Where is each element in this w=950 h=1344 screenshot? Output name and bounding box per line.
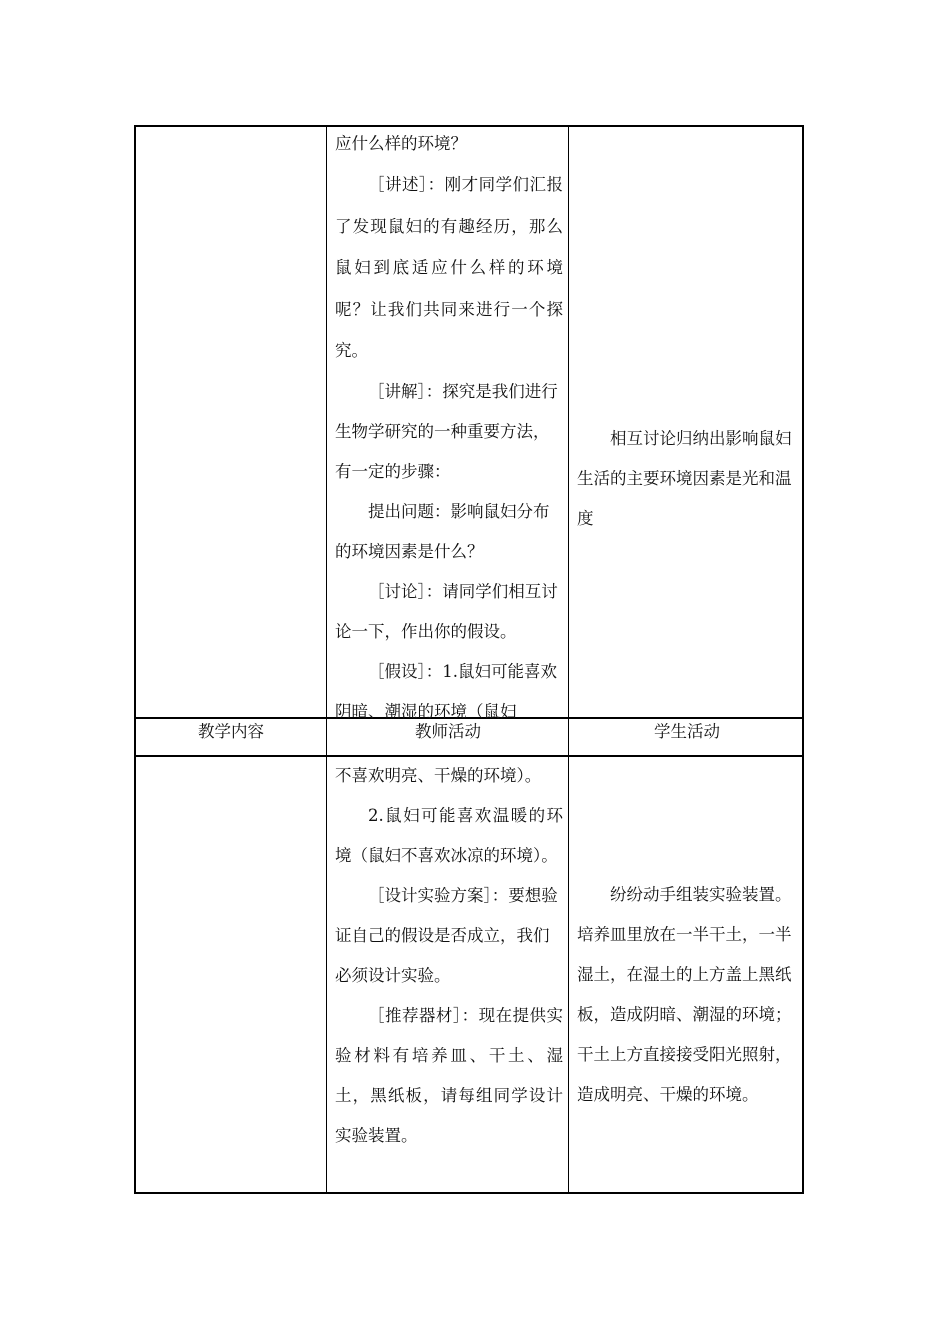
- student-text: 纷纷动手组装实验装置。培养皿里放在一半干土，一半湿土，在湿土的上方盖上黑纸板，造成阴暗、潮湿的环境；干土上方直接接受阳光照射，造成明亮、干燥的环境。: [577, 885, 792, 1104]
- upper-student-cell: [577, 419, 799, 539]
- teacher-text: ［讨论］：请同学们相互讨论一下，作出你的假设。: [335, 581, 558, 641]
- column-divider-1: [326, 127, 327, 1192]
- column-divider-2: [568, 127, 569, 1192]
- upper-teacher-cell: [335, 127, 563, 732]
- teacher-text: ［假设］：1.鼠妇可能喜欢阴暗、潮湿的环境（鼠妇: [335, 661, 557, 721]
- lesson-table: [134, 125, 804, 1194]
- teacher-text: ［设计实验方案］：要想验证自己的假设是否成立，我们必须设计实验。: [335, 886, 558, 985]
- student-text: 相互讨论归纳出影响鼠妇生活的主要环境因素是光和温度: [577, 429, 792, 528]
- header-teaching-content: 教学内容: [198, 722, 264, 741]
- teacher-text: 不喜欢明亮、干燥的环境）。: [335, 766, 542, 785]
- teacher-text: 提出问题：影响鼠妇分布的环境因素是什么？: [335, 501, 550, 561]
- teacher-text: 2.鼠妇可能喜欢温暖的环境（鼠妇不喜欢冰凉的环境）。: [335, 806, 563, 865]
- teacher-text: ［讲解］：探究是我们进行生物学研究的一种重要方法，有一定的步骤：: [335, 381, 558, 481]
- teacher-text: ［讲述］：刚才同学们汇报了发现鼠妇的有趣经历，那么鼠妇到底适应什么样的环境呢？让我们共同来进行一个探究。: [335, 175, 563, 360]
- lower-student-cell: [577, 875, 799, 1115]
- header-teacher-activity: 教师活动: [415, 722, 481, 741]
- lower-teacher-cell: [335, 756, 563, 1156]
- teacher-text: ［推荐器材］：现在提供实验材料有培养皿、干土、湿土，黑纸板，请每组同学设计实验装置。: [335, 1006, 563, 1145]
- header-student-activity: 学生活动: [654, 722, 720, 741]
- teacher-text: 应什么样的环境？: [335, 134, 467, 153]
